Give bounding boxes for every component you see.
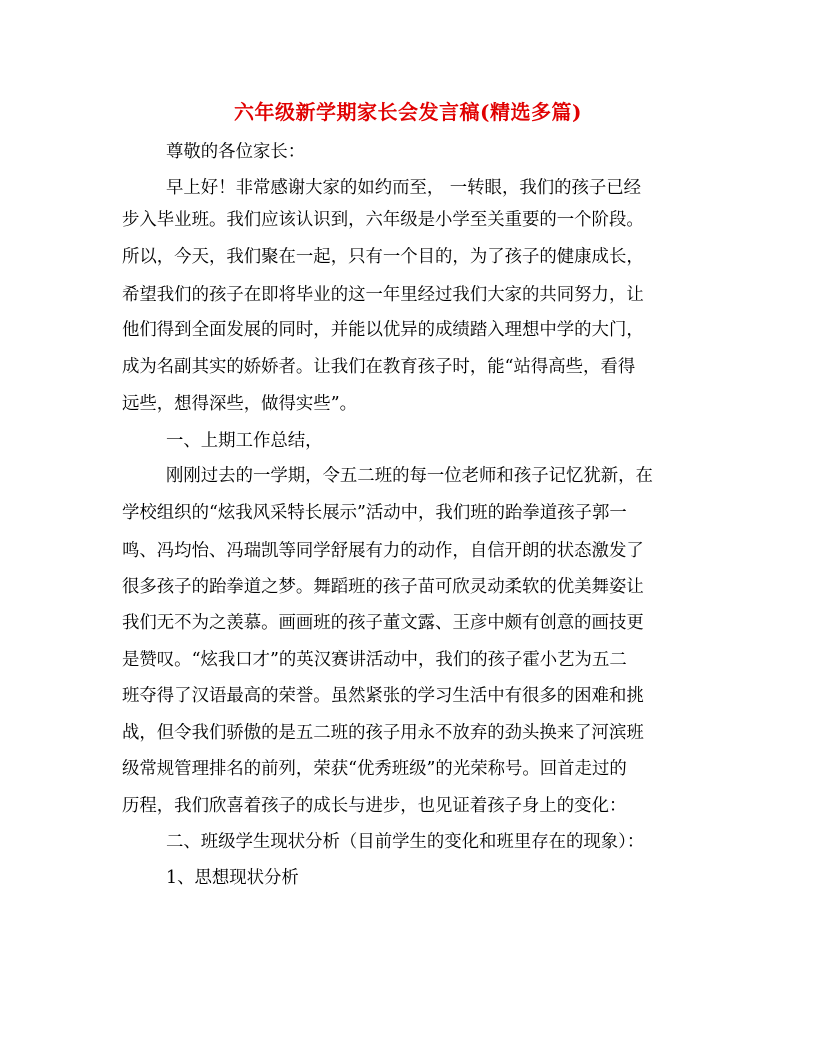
paragraph-line: 远些，想得深些，做得实些”。 (122, 394, 357, 414)
salutation-line: 尊敬的各位家长： (166, 142, 306, 162)
paragraph-line: 班夺得了汉语最高的荣誉。虽然紧张的学习生活中有很多的困难和挑 (122, 686, 644, 706)
paragraph-line: 成为名副其实的娇娇者。让我们在教育孩子时，能“站得高些，看得 (122, 357, 636, 377)
paragraph-line: 历程，我们欣喜着孩子的成长与进步，也见证着孩子身上的变化： (122, 796, 627, 816)
subsection-heading: 1、思想现状分析 (166, 868, 299, 888)
document-title: 六年级新学期家长会发言稿(精选多篇) (234, 100, 582, 124)
paragraph-line: 战，但令我们骄傲的是五二班的孩子用永不放弃的劲头换来了河滨班 (122, 723, 644, 743)
paragraph-line: 早上好！非常感谢大家的如约而至， 一转眼，我们的孩子已经 (166, 178, 642, 198)
paragraph-line: 鸣、冯均怡、冯瑞凯等同学舒展有力的动作，自信开朗的状态激发了 (122, 541, 644, 561)
section-heading: 一、上期工作总结， (166, 431, 323, 451)
paragraph-line: 希望我们的孩子在即将毕业的这一年里经过我们大家的共同努力，让 (122, 285, 644, 305)
section-heading: 二、班级学生现状分析（目前学生的变化和班里存在的现象）： (166, 832, 645, 852)
paragraph-line: 很多孩子的跆拳道之梦。舞蹈班的孩子苗可欣灵动柔软的优美舞姿让 (122, 577, 644, 597)
paragraph-line: 是赞叹。“炫我口才”的英汉赛讲活动中，我们的孩子霍小艺为五二 (122, 650, 627, 670)
paragraph-line: 学校组织的“炫我风采特长展示”活动中，我们班的跆拳道孩子郭一 (122, 503, 627, 523)
paragraph-line: 刚刚过去的一学期，令五二班的每一位老师和孩子记忆犹新，在 (166, 466, 653, 486)
paragraph-line: 级常规管理排名的前列，荣获“优秀班级”的光荣称号。回首走过的 (122, 759, 627, 779)
paragraph-line: 他们得到全面发展的同时，并能以优异的成绩踏入理想中学的大门， (122, 320, 644, 340)
paragraph-line: 步入毕业班。我们应该认识到，六年级是小学至关重要的一个阶段。 (122, 210, 644, 230)
paragraph-line: 所以，今天，我们聚在一起，只有一个目的，为了孩子的健康成长， (122, 247, 644, 267)
paragraph-line: 我们无不为之羡慕。画画班的孩子董文露、王彦中颇有创意的画技更 (122, 613, 644, 633)
